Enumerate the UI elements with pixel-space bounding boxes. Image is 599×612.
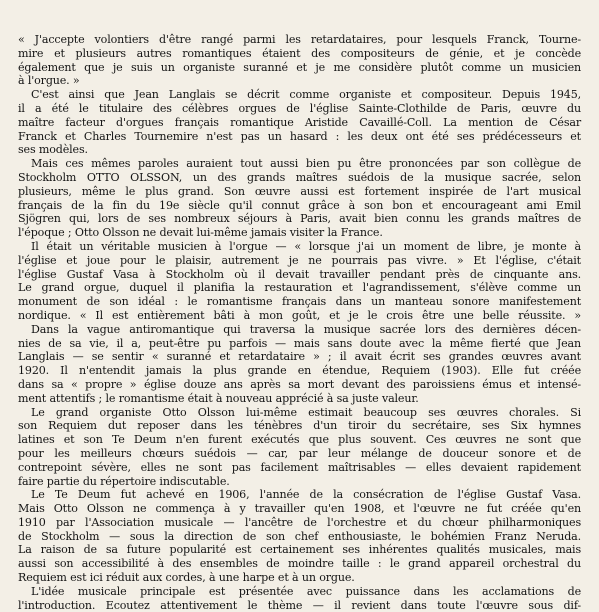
paragraph-start-line: Il était un véritable musicien à l'orgue — « lorsque j'ai un moment de libre, je monte à: [31, 239, 581, 253]
paragraph-start-line: Dans la vague antiromantique qui traversa la musique sacrée lors des dernières décen-: [31, 322, 581, 336]
text-line: également que je suis un organiste suranné et je me considère plutôt comme un musicien: [18, 60, 581, 74]
text-line: « J'accepte volontiers d'être rangé parmi les retardataires, pour lesquels Franck, Tourne-: [18, 33, 581, 46]
text-line: l'église Gustaf Vasa à Stockholm où il devait travailler pendant près de cinquante ans.: [18, 267, 581, 281]
paragraph-start-line: Le Te Deum fut achevé en 1906, l'année de la consécration de l'église Gustaf Vasa.: [31, 488, 581, 502]
text-line: Requiem est ici réduit aux cordes, à une harpe et à un orgue.: [18, 571, 355, 585]
text-line: aussi son accessibilité à des ensembles de moindre taille : le grand appareil orchestral du: [18, 557, 581, 571]
text-line: à l'orgue. »: [18, 74, 80, 88]
text-line: Langlais — se sentir « suranné et retardataire » ; il avait écrit ses grandes œuvres avant: [18, 350, 581, 364]
text-line: pour les meilleurs chœurs suédois — car, par leur mélange de douceur sonore et de: [18, 446, 581, 460]
text-line: son Requiem dut reposer dans les ténèbres d'un tiroir du secrétaire, ses Six hymnes: [18, 419, 581, 433]
paragraph-start-line: Mais ces mêmes paroles auraient tout aussi bien pu être prononcées par son collègue de: [31, 157, 581, 171]
text-line: Le grand orgue, duquel il planifia la restauration et l'agrandissement, s'élève comme un: [18, 281, 581, 295]
text-line: Mais Otto Olsson ne commença à y travailler qu'en 1908, et l'œuvre ne fut créée qu'en: [18, 502, 581, 516]
paragraph-start-line: Le grand organiste Otto Olsson lui-même estimait beaucoup ses œuvres chorales. Si: [31, 405, 581, 419]
text-line: l'église et joue pour le plaisir, autrement je ne pourrais pas vivre. » Et l'église, c'était: [18, 253, 581, 267]
text-line: contrepoint sévère, elles ne sont pas facilement maîtrisables — elles devaient rapidement: [18, 460, 581, 474]
text-line: nies de sa vie, il a, peut-être pu parfois — mais sans doute avec la même fierté que Jean: [18, 336, 581, 350]
text-line: français de la fin du 19e siècle qu'il connut grâce à son bon et encourageant ami Emil: [18, 198, 581, 212]
text-line: l'époque ; Otto Olsson ne devait lui-même jamais visiter la France.: [18, 226, 383, 240]
text-line: maître facteur d'orgues français romantique Aristide Cavaillé-Coll. La mention de César: [18, 115, 581, 129]
text-line: 1910 par l'Association musicale — l'ancêtre de l'orchestre et du chœur philharmoniques: [18, 515, 581, 529]
text-line: Sjögren qui, lors de ses nombreux séjours à Paris, avait bien connu les grands maîtres de: [18, 212, 581, 226]
text-line: l'introduction. Ecoutez attentivement le thème — il revient dans toute l'œuvre sous dif-: [18, 598, 581, 612]
text-line: mire et plusieurs autres romantiques étaient des compositeurs de génie, et je concède: [18, 46, 581, 60]
paragraph-start-line: L'idée musicale principale est présentée avec puissance dans les acclamations de: [31, 584, 581, 598]
text-line: de Stockholm — sous la direction de son chef enthousiaste, le bohémien Franz Neruda.: [18, 529, 581, 543]
paragraph-start-line: C'est ainsi que Jean Langlais se décrit comme organiste et compositeur. Depuis 1945,: [31, 88, 581, 102]
text-line: faire partie du répertoire indiscutable.: [18, 474, 230, 488]
text-line: dans sa « propre » église douze ans après sa mort devant des paroissiens émus et intensé-: [18, 377, 581, 391]
text-line: il a été le titulaire des célèbres orgues de l'église Sainte-Clothilde de Paris, œuvre du: [18, 101, 581, 115]
text-line: latines et son Te Deum n'en furent exécutés que plus souvent. Ces œuvres ne sont que: [18, 433, 581, 447]
text-line: ses modèles.: [18, 143, 88, 157]
text-line: nordique. « Il est entièrement bâti à mon goût, et je le crois être une belle réussite. »: [18, 308, 581, 322]
text-line: plusieurs, même le plus grand. Son œuvre aussi est fortement inspirée de l'art musical: [18, 184, 581, 198]
text-line: Stockholm OTTO OLSSON, un des grands maîtres suédois de la musique sacrée, selon: [18, 170, 581, 184]
text-line: 1920. Il n'entendit jamais la plus grande en étendue, Requiem (1903). Elle fut créée: [18, 364, 581, 378]
text-line: La raison de sa future popularité est certainement ses inhérentes qualités musicales, mais: [18, 543, 581, 557]
text-line: Franck et Charles Tournemire n'est pas un hasard : les deux ont été ses prédécesseurs et: [18, 129, 581, 143]
text-line: monument de son idéal : le romantisme français dans un manteau sonore manifestement: [18, 295, 581, 309]
text-line: ment attentifs ; le romantisme était à nouveau apprécié à sa juste valeur.: [18, 391, 419, 405]
body-text: [18, 33, 581, 612]
